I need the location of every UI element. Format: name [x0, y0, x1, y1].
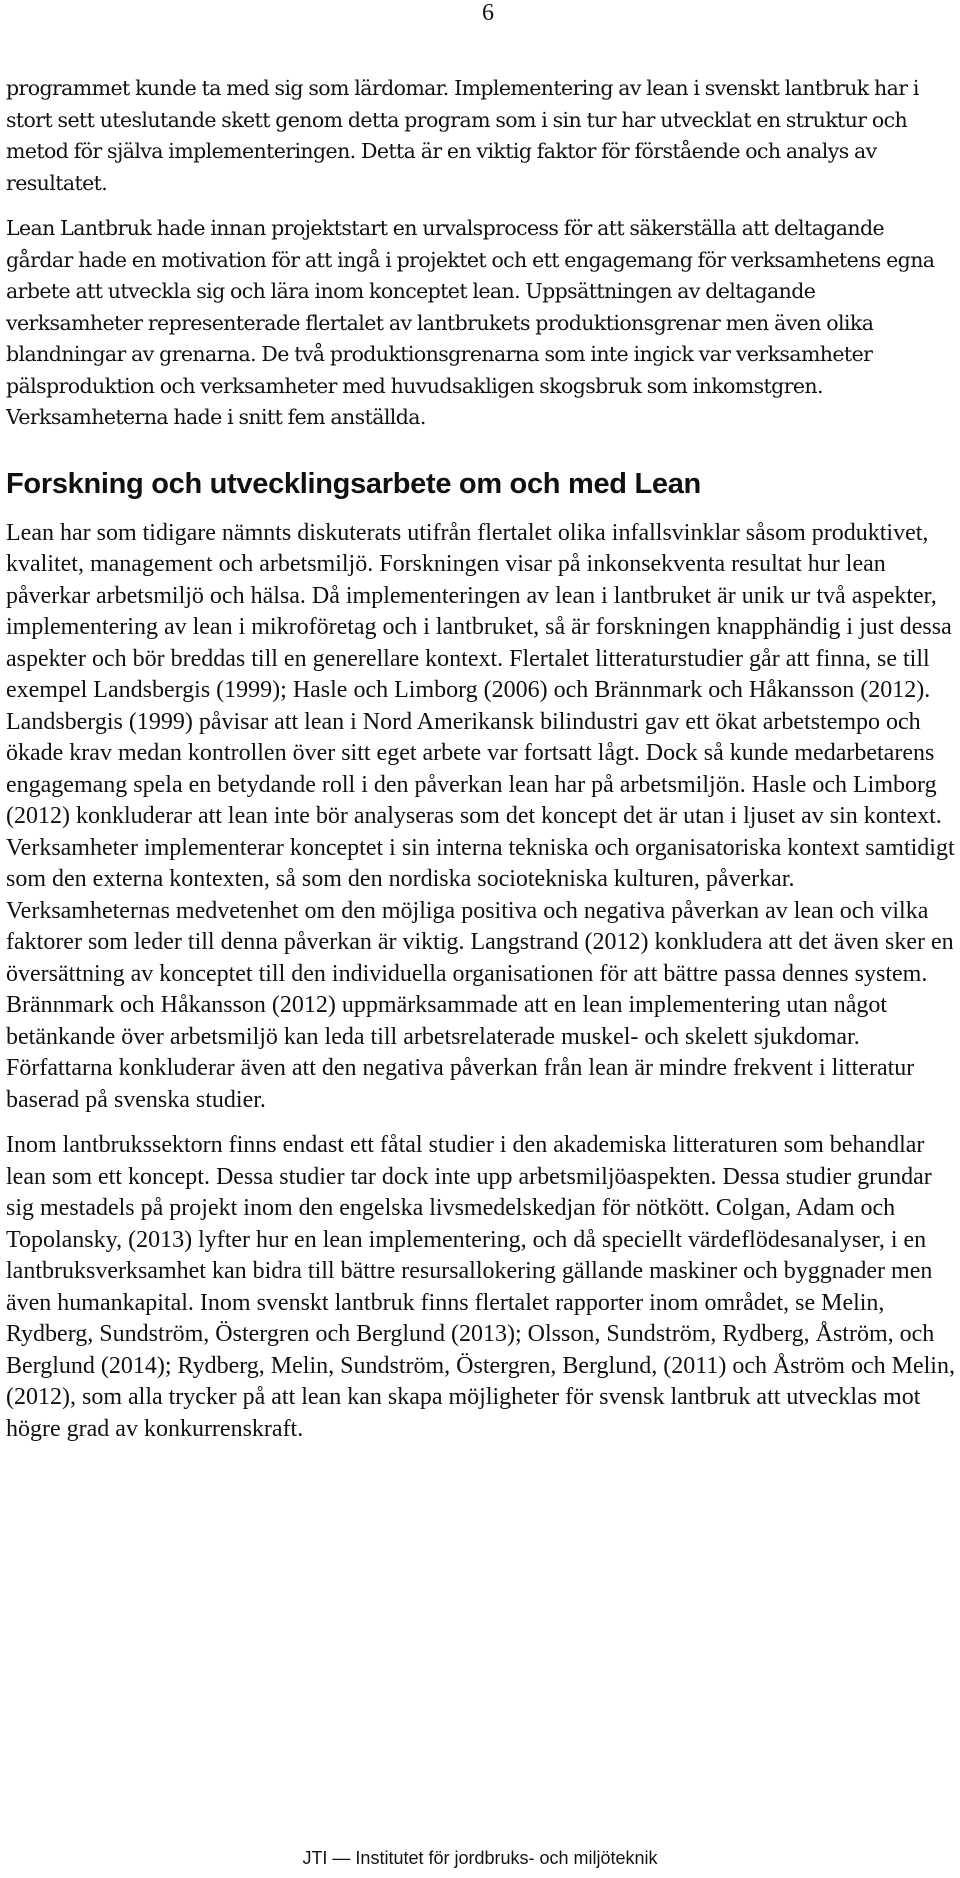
- paragraph-lean-lantbruk: Lean Lantbruk hade innan projektstart en urvalsprocess för att säkerställa att deltagande gårdar hade en motivation för att ingå i projektet och ett engagemang för verksamhetens egna arbete att utveckla sig och lära inom konceptet lean. Uppsättningen av deltagande verksamheter representerade flertalet av lantbrukets produktionsgrenar men även olika blandningar av grenarna. De två produktionsgrenarna som inte ingick var verksamheter pälsproduktion och verksamheter med huvudsakligen skogsbruk som inkomstgren. Verksamheterna hade i snitt fem anställda.: [6, 216, 935, 429]
- paragraph-agriculture-studies: Inom lantbrukssektorn finns endast ett fåtal studier i den akademiska litteraturen som behandlar lean som ett koncept. Dessa studier tar dock inte upp arbetsmiljöaspekten. Dessa studier grundar sig mestadels på projekt inom den engelska livsmedelskedjan för nötkött. Colgan, Adam och Topolansky, (2013) lyfter hur en lean implementering, och då speciellt värdeflödesanalyser, i en lantbruksverksamhet kan bidra till bättre resursallokering gällande maskiner och byggnader men även humankapital. Inom svenskt lantbruk finns flertalet rapporter inom området, se Melin, Rydberg, Sundström, Östergren och Berglund (2013); Olsson, Sundström, Rydberg, Åström, och Berglund (2014); Rydberg, Melin, Sundström, Östergren, Berglund, (2011) och Åström och Melin, (2012), som alla trycker på att lean kan skapa möjligheter för svensk lantbruk att utvecklas mot högre grad av konkurrenskraft.: [6, 1132, 955, 1442]
- section-heading: Forskning och utvecklingsarbete om och med Lean: [6, 467, 701, 500]
- paragraph-intro-continuation: programmet kunde ta med sig som lärdomar. Implementering av lean i svenskt lantbruk har i stort sett uteslutande skett genom detta program som i sin tur har utvecklat en struktur och metod för själva implementeringen. Detta är en viktig faktor för förstående och analys av resultatet.: [6, 76, 919, 195]
- page-number: 6: [482, 0, 494, 26]
- page-footer: JTI — Institutet för jordbruks- och miljöteknik: [302, 1848, 658, 1868]
- page-content: [6, 73, 956, 1445]
- paragraph-research-overview: Lean har som tidigare nämnts diskuterats utifrån flertalet olika infallsvinklar såsom produktivet, kvalitet, management och arbetsmiljö. Forskningen visar på inkonsekventa resultat hur lean påverkar arbetsmiljö och hälsa. Då implementeringen av lean i lantbruket är unik ur två aspekter, implementering av lean i mikroföretag och i lantbruket, så är forskningen knapphändig i just dessa aspekter och bör breddas till en generellare kontext. Flertalet litteraturstudier går att finna, se till exempel Landsbergis (1999); Hasle och Limborg (2006) och Brännmark och Håkansson (2012). Landsbergis (1999) påvisar att lean i Nord Amerikansk bilindustri gav ett ökat arbetstempo och ökade krav medan kontrollen över sitt eget arbete var fortsatt lågt. Dock så kunde medarbetarens engagemang spela en betydande roll i den påverkan lean har på arbetsmiljön. Hasle och Limborg (2012) konkluderar att lean inte bör analyseras som det koncept det är utan i ljuset av sin kontext. Verksamheter implementerar konceptet i sin interna tekniska och organisatoriska kontext samtidigt som den externa kontexten, så som den nordiska sociotekniska kulturen, påverkar. Verksamheternas medvetenhet om den möjliga positiva och negativa påverkan av lean och vilka faktorer som leder till denna påverkan är viktig. Langstrand (2012) konkludera att det även sker en översättning av konceptet till den individuella organisationen för att bättre passa dennes system. Brännmark och Håkansson (2012) uppmärksammade att en lean implementering utan något betänkande över arbetsmiljö kan leda till arbetsrelaterade muskel- och skelett sjukdomar. Författarna konkluderar även att den negativa påverkan från lean är mindre frekvent i litteratur baserad på svenska studier.: [6, 519, 955, 1113]
